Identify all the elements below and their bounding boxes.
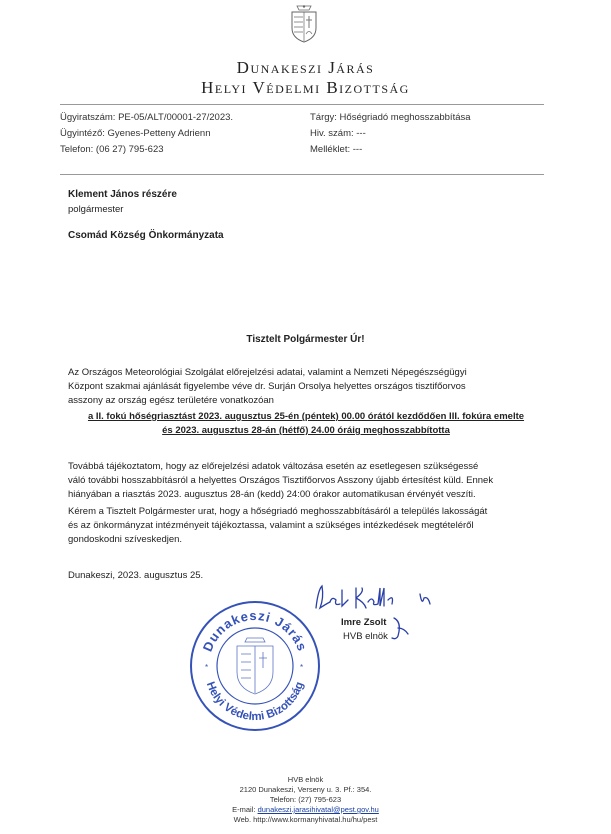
reference-number: Hiv. szám: --- bbox=[310, 128, 366, 139]
paragraph-1 bbox=[68, 366, 544, 408]
salutation: Tisztelt Polgármester Úr! bbox=[246, 334, 365, 345]
footer-web[interactable]: Web. http://www.kormanyhivatal.hu/hu/pest bbox=[233, 815, 378, 824]
case-number: Ügyiratszám: PE-05/ALT/00001-27/2023. bbox=[60, 112, 234, 123]
notice-line: és 2023. augusztus 28-án (hétfő) 24.00 óráig meghosszabbította bbox=[162, 425, 450, 436]
case-officer: Ügyintéző: Gyenes-Petteny Adrienn bbox=[60, 128, 211, 139]
paragraph-line: és az önkormányzat intézményeit tájékoztassa, valamint a szükséges intézkedések megtételéről bbox=[68, 520, 474, 531]
footer-email-row bbox=[0, 805, 611, 815]
footer-email-link[interactable]: dunakeszi.jarasihivatal@pest.gov.hu bbox=[257, 805, 379, 814]
footer-address: 2120 Dunakeszi, Verseny u. 3. Pf.: 354. bbox=[239, 785, 372, 794]
notice-line: a II. fokú hőségriasztást 2023. augusztus 25-én (péntek) 00.00 órától kezdődően III. fokúra emelte bbox=[87, 411, 525, 422]
recipient-organization: Csomád Község Önkormányzata bbox=[68, 230, 224, 241]
paragraph-3 bbox=[68, 505, 544, 547]
paragraph-line: Kérem a Tisztelt Polgármester urat, hogy a hőségriadó meghosszabbításáról a település lakosságát bbox=[68, 506, 488, 517]
meta-left bbox=[60, 110, 233, 158]
place-date: Dunakeszi, 2023. augusztus 25. bbox=[68, 570, 204, 581]
recipient-title: polgármester bbox=[68, 204, 124, 215]
official-stamp bbox=[187, 598, 323, 734]
paragraph-line: váló további hosszabbításról a helyettes Országos Tisztifőorvos Asszony újabb értesítést küld. Ennek bbox=[68, 475, 494, 486]
footer-email-label: E-mail: bbox=[232, 805, 258, 814]
phone: Telefon: (06 27) 795-623 bbox=[60, 144, 164, 155]
paragraph-line: asszony az ország egész területére vonatkozóan bbox=[68, 395, 274, 406]
emphasized-notice bbox=[60, 410, 552, 438]
paragraph-2 bbox=[68, 460, 544, 502]
paragraph-line: Továbbá tájékoztatom, hogy az előrejelzési adatok változása esetén az esetlegesen szükségessé bbox=[68, 461, 479, 472]
coat-of-arms-icon bbox=[287, 4, 321, 44]
footer-role: HVB elnök bbox=[287, 775, 324, 784]
meta-right bbox=[310, 110, 471, 158]
paragraph-line: Az Országos Meteorológiai Szolgálat előrejelzési adatai, valamint a Nemzeti Népegészségügyi bbox=[68, 367, 467, 378]
stamp-bottom-text: Helyi Védelmi Bizottság bbox=[203, 680, 307, 724]
recipient-name: Klement János részére bbox=[68, 189, 177, 200]
svg-text:*: * bbox=[205, 663, 209, 672]
org-name-line2: Helyi Védelmi Bizottság bbox=[201, 78, 410, 97]
meta-divider bbox=[60, 174, 544, 175]
attachment: Melléklet: --- bbox=[310, 144, 363, 155]
stamp-top-text: Dunakeszi Járás bbox=[199, 607, 311, 654]
paragraph-line: hiányában a riasztás 2023. augusztus 28-án (kedd) 24:00 órakor automatikusan érvényét veszíti. bbox=[68, 489, 476, 500]
org-name-line1: Dunakeszi Járás bbox=[236, 58, 375, 77]
footer bbox=[0, 775, 611, 825]
subject: Tárgy: Hőségriadó meghosszabbítása bbox=[310, 112, 471, 123]
header-divider bbox=[60, 104, 544, 105]
svg-text:*: * bbox=[300, 663, 304, 672]
signatory-name: Imre Zsolt bbox=[341, 617, 387, 628]
paragraph-line: gondoskodni szíveskedjen. bbox=[68, 534, 183, 545]
footer-phone: Telefon: (27) 795-623 bbox=[269, 795, 342, 804]
paragraph-line: Központ szakmai ajánlását figyelembe véve dr. Surján Orsolya helyettes országos tisztifőorvos bbox=[68, 381, 466, 392]
signatory-role: HVB elnök bbox=[343, 631, 388, 642]
